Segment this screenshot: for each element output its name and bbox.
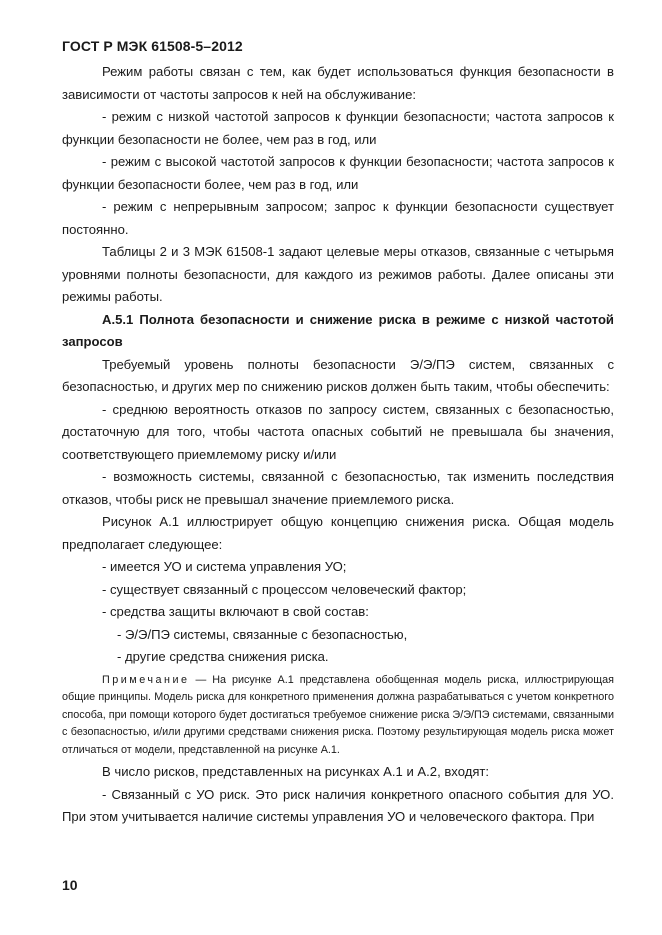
page-number: 10 bbox=[62, 877, 78, 893]
sub-list-item: - другие средства снижения риска. bbox=[117, 649, 329, 664]
paragraph: Требуемый уровень полноты безопасности Э/Э/ПЭ систем, связанных с безопасностью, и других мер по снижению рисков должен быть таким, чтобы обеспечить: bbox=[62, 356, 614, 394]
list-item: - режим с низкой частотой запросов к функции безопасности; частота запросов к функции безопасности не более, чем раз в год, или bbox=[62, 109, 614, 147]
note-label: Примечание bbox=[102, 673, 190, 686]
paragraph: В число рисков, представленных на рисунках А.1 и А.2, входят: bbox=[102, 764, 490, 780]
list-item: - режим с непрерывным запросом; запрос к функции безопасности существует постоянно. bbox=[62, 199, 614, 237]
list-item: - средства защиты включают в свой состав: bbox=[102, 604, 369, 619]
paragraph: Таблицы 2 и 3 МЭК 61508-1 задают целевые меры отказов, связанные с четырьмя уровнями полноты безопасности, для каждого из режимов работы. Далее описаны эти режимы работы. bbox=[62, 244, 614, 304]
note-text: — На рисунке А.1 представлена обобщенная модель риска, иллюстрирующая общие принципы. Модель риска для конкретного применения должна разрабатываться с учетом конкретного способа, при помощи которого будет достигаться требуемое снижение риска Э/Э/ПЭ системами, связанными с безопасностью, и/или другими средствами снижения риска. Поэтому результирующая модель риска может отличаться от модели, представленной на рисунке А.1. bbox=[62, 673, 614, 756]
paragraph: Рисунок А.1 иллюстрирует общую концепцию снижения риска. Общая модель предполагает следующее: bbox=[62, 514, 614, 552]
list-item: - среднюю вероятность отказов по запросу систем, связанных с безопасностью, достаточную для того, чтобы частота опасных событий не превышала бы значения, соответствующего приемлемому риску и/или bbox=[62, 401, 614, 462]
note bbox=[62, 672, 614, 760]
body-text bbox=[62, 61, 614, 829]
paragraph: Режим работы связан с тем, как будет использоваться функция безопасности в зависимости от частоты запросов к ней на обслуживание: bbox=[62, 64, 614, 102]
list-item: - имеется УО и система управления УО; bbox=[102, 559, 347, 574]
list-item: - возможность системы, связанной с безопасностью, так изменить последствия отказов, чтобы риск не превышал значение приемлемого риска. bbox=[62, 469, 614, 507]
list-item: - режим с высокой частотой запросов к функции безопасности; частота запросов к функции безопасности более, чем раз в год, или bbox=[62, 154, 614, 192]
sub-list-item: - Э/Э/ПЭ системы, связанные с безопасностью, bbox=[117, 626, 408, 642]
section-heading: А.5.1 Полнота безопасности и снижение риска в режиме с низкой частотой запросов bbox=[62, 311, 614, 349]
document-header: ГОСТ Р МЭК 61508-5–2012 bbox=[62, 38, 243, 54]
paragraph: - Связанный с УО риск. Это риск наличия конкретного опасного события для УО. При этом учитывается наличие системы управления УО и человеческого фактора. При bbox=[62, 786, 614, 825]
list-item: - существует связанный с процессом человеческий фактор; bbox=[102, 581, 467, 597]
